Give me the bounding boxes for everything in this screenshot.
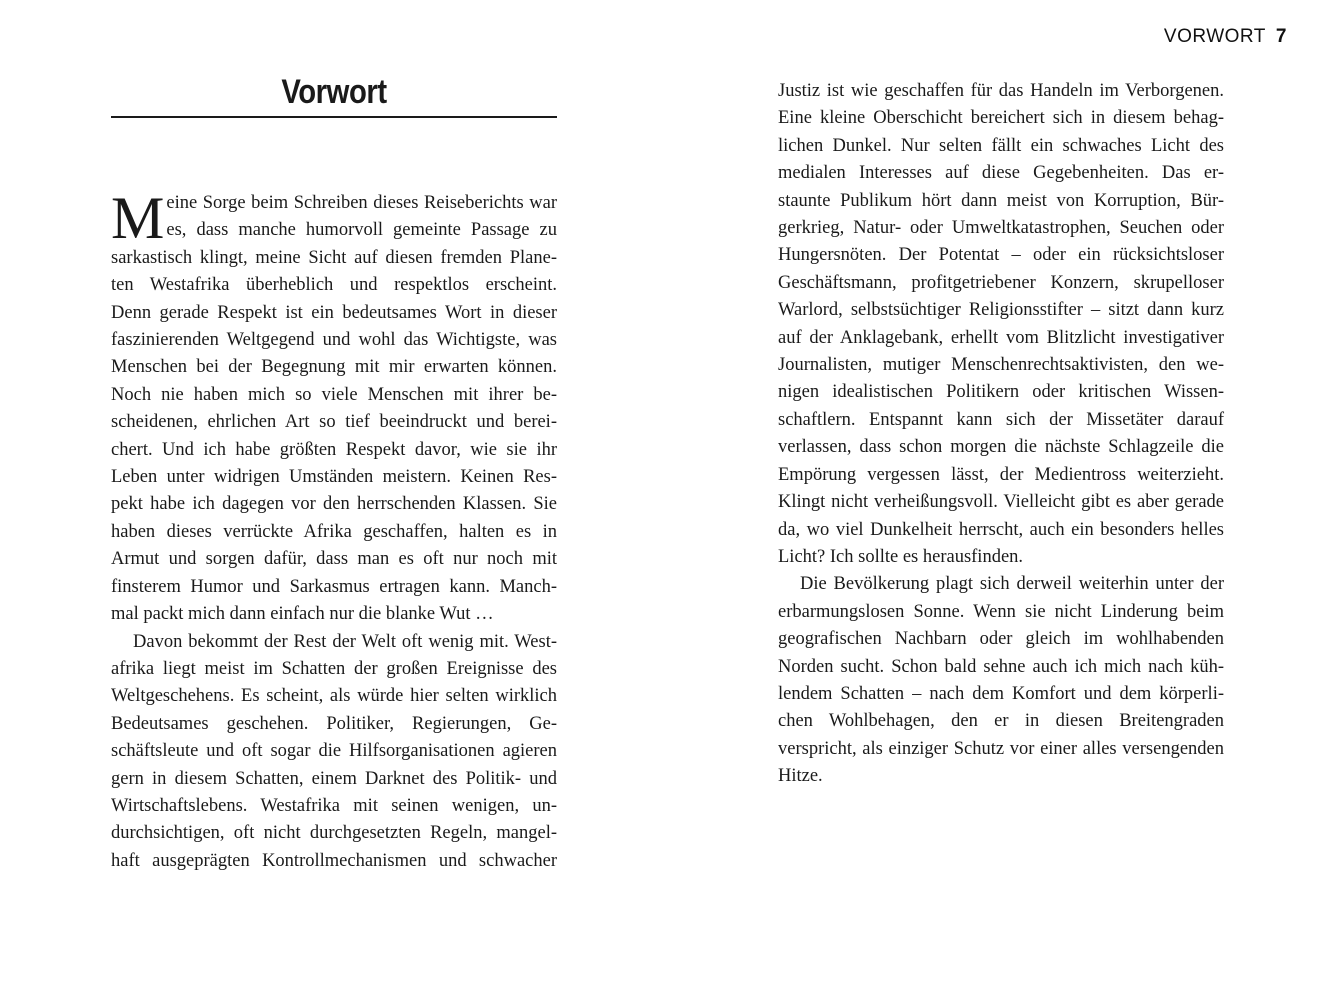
chapter-title: Vorwort <box>281 73 387 111</box>
text-line: pekt habe ich dagegen vor den herrschenden Klassen. Sie <box>111 494 557 515</box>
dropcap: M <box>111 185 165 251</box>
text-line: es, dass manche humorvoll gemeinte Passage zu <box>166 220 557 241</box>
page-number: 7 <box>1275 26 1287 47</box>
text-line: schäftsleute und oft sogar die Hilfsorganisationen agieren <box>111 741 557 762</box>
paragraph-2-lines <box>111 629 557 876</box>
paragraph-4 <box>778 571 1224 790</box>
text-line: schaftlern. Entspannt kann sich der Missetäter darauf <box>778 409 1224 430</box>
text-line: haben dieses verrückte Afrika geschaffen, halten es in <box>111 521 557 542</box>
text-line: verlassen, dass schon morgen die nächste Schlagzeile die <box>778 437 1224 458</box>
text-line: Bedeutsames geschehen. Politiker, Regierungen, Ge- <box>111 713 557 734</box>
left-column <box>111 72 557 875</box>
text-line: durchsichtigen, oft nicht durchgesetzten Regeln, mangel- <box>111 823 557 844</box>
text-line: staunte Publikum hört dann meist von Korruption, Bür- <box>778 190 1224 211</box>
paragraph-4-lines <box>778 571 1224 790</box>
text-line: erbarmungslosen Sonne. Wenn sie nicht Linderung beim <box>778 601 1224 622</box>
text-line: nigen idealistischen Politikern oder kritischen Wissen- <box>778 382 1224 403</box>
text-line: Weltgeschehens. Es scheint, als würde hier selten wirklich <box>111 686 557 707</box>
text-line: Geschäftsmann, profitgetriebener Konzern, skrupelloser <box>778 272 1224 293</box>
text-line: Warlord, selbstsüchtiger Religionsstifter – sitzt dann kurz <box>778 300 1224 321</box>
text-line: Menschen bei der Begegnung mit mir erwarten können. <box>111 357 557 378</box>
text-line: auf der Anklagebank, erhellt vom Blitzlicht investigativer <box>778 327 1224 348</box>
text-line: haft ausgeprägten Kontrollmechanismen und schwacher <box>111 850 557 871</box>
text-line: Armut und sorgen dafür, dass man es oft nur noch mit <box>111 549 557 570</box>
text-line: lendem Schatten – nach dem Komfort und dem körperli- <box>778 683 1224 704</box>
text-line: Noch nie haben mich so viele Menschen mit ihrer be- <box>111 384 557 405</box>
text-line: Hitze. <box>778 766 823 787</box>
text-line: Journalisten, mutiger Menschenrechtsaktivisten, den we- <box>778 355 1224 376</box>
text-line: gern in diesem Schatten, einem Darknet des Politik- und <box>111 768 557 789</box>
text-line: sarkastisch klingt, meine Sicht auf diesen fremden Plane- <box>111 247 557 268</box>
text-line: Justiz ist wie geschaffen für das Handeln im Verborgenen. <box>778 81 1224 101</box>
text-line: lichen Dunkel. Nur selten fällt ein schwaches Licht des <box>778 135 1224 156</box>
text-line: eine Sorge beim Schreiben dieses Reiseberichts war <box>166 193 557 213</box>
paragraph-3-lines <box>778 78 1224 571</box>
text-line: Licht? Ich sollte es herausfinden. <box>778 546 1024 567</box>
text-line: Wirtschaftslebens. Westafrika mit seinen wenigen, un- <box>111 795 557 816</box>
text-line: da, wo viel Dunkelheit herrscht, auch ein besonders helles <box>778 519 1224 540</box>
title-rule <box>111 116 557 118</box>
text-line: Leben unter widrigen Umständen meistern. Keinen Res- <box>111 467 557 488</box>
text-line: Hungersnöten. Der Potentat – oder ein rücksichtsloser <box>778 245 1224 266</box>
text-line: scheidenen, ehrlichen Art so tief beeindruckt und berei- <box>111 412 557 433</box>
text-line: Denn gerade Respekt ist ein bedeutsames Wort in dieser <box>111 302 557 323</box>
paragraph-1-lines <box>111 185 557 629</box>
text-line: afrika liegt meist im Schatten der großen Ereignisse des <box>111 658 557 679</box>
paragraph-1 <box>111 185 557 629</box>
text-line: chert. Und ich habe größten Respekt davor, wie sie ihr <box>111 439 557 460</box>
text-line: finsterem Humor und Sarkasmus ertragen kann. Manch- <box>111 576 557 597</box>
text-line: faszinierenden Weltgegend und wohl das Wichtigste, was <box>111 330 557 351</box>
paragraph-2 <box>111 629 557 876</box>
text-line: medialen Interesses auf diese Gegebenheiten. Das er- <box>778 163 1224 184</box>
paragraph-3 <box>778 78 1224 571</box>
text-line: Davon bekommt der Rest der Welt oft wenig mit. West- <box>133 631 557 652</box>
text-line: chen Wohlbehagen, den er in diesen Breitengraden <box>778 711 1224 732</box>
running-head <box>1164 26 1287 48</box>
right-column <box>778 78 1224 791</box>
text-line: gerkrieg, Natur- oder Umweltkatastrophen, Seuchen oder <box>778 218 1224 239</box>
running-head-title: VORWORT <box>1163 26 1266 47</box>
text-line: Eine kleine Oberschicht bereichert sich in diesem behag- <box>778 108 1224 129</box>
text-line: Norden sucht. Schon bald sehne auch ich mich nach küh- <box>778 656 1224 677</box>
text-line: verspricht, als einziger Schutz vor einer alles versengenden <box>778 738 1224 759</box>
text-line: ten Westafrika überheblich und respektlos erscheint. <box>111 275 557 296</box>
text-line: Empörung vergessen lässt, der Medientross weiterzieht. <box>778 464 1224 485</box>
text-line: Die Bevölkerung plagt sich derweil weiterhin unter der <box>800 574 1224 595</box>
text-line: mal packt mich dann einfach nur die blanke Wut … <box>111 604 494 625</box>
text-line: geografischen Nachbarn oder gleich im wohlhabenden <box>778 629 1224 650</box>
text-line: Klingt nicht verheißungsvoll. Vielleicht gibt es aber gerade <box>778 492 1224 513</box>
